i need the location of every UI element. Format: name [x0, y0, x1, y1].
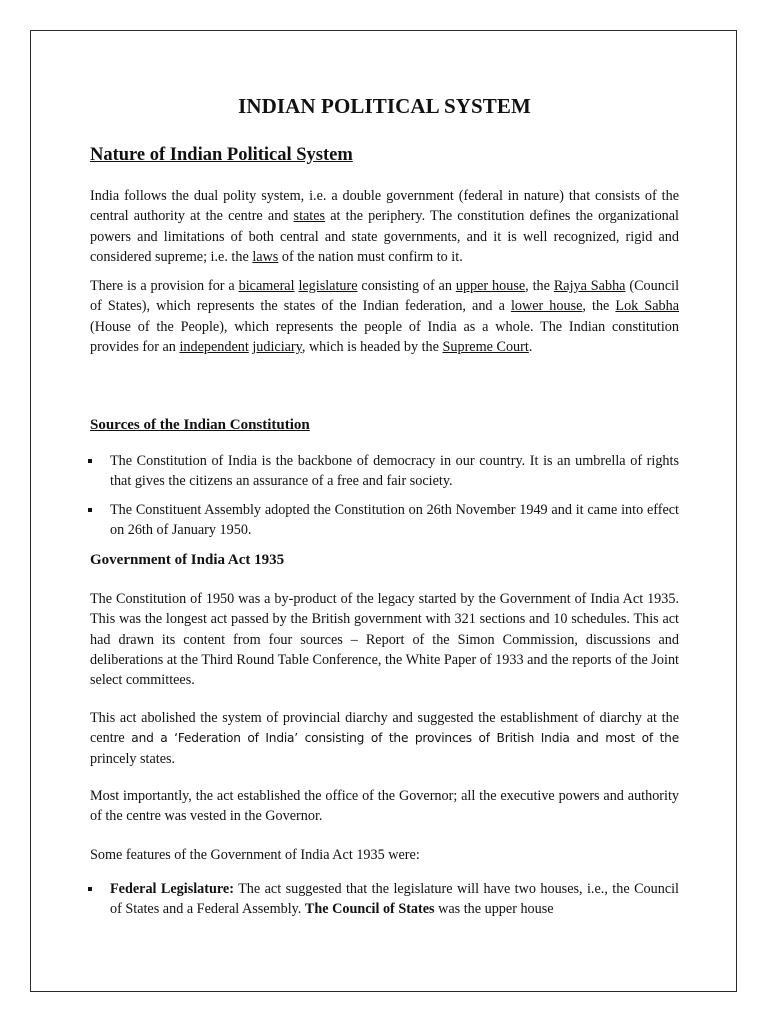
link-bicameral[interactable]: bicameral — [238, 278, 295, 294]
paragraph-diarchy: This act abolished the system of provincial diarchy and suggested the establishment of diarchy at the centre and a ‘Federation of India’ consisting of the provinces of British India and most of the princely states. — [90, 710, 679, 767]
link-legislature[interactable]: legislature — [298, 278, 358, 294]
bullet-icon — [88, 508, 92, 512]
list-item: The Constitution of India is the backbone of democracy in our country. It is an umbrella of rights that gives the citizens an assurance of a free and fair society. — [90, 451, 679, 492]
link-supreme-court[interactable]: Supreme Court — [442, 338, 529, 355]
section-heading-sources: Sources of the Indian Constitution — [90, 417, 310, 433]
section-heading-goi-act: Government of India Act 1935 — [90, 552, 285, 568]
paragraph-governor: Most importantly, the act established the office of the Governor; all the executive powers and authority of the centre was vested in the Governor. — [90, 788, 679, 825]
link-rajya-sabha[interactable]: Rajya Sabha — [553, 278, 626, 294]
document-title: INDIAN POLITICAL SYSTEM — [238, 94, 531, 118]
link-laws[interactable]: laws — [252, 248, 279, 265]
link-upper-house[interactable]: upper house — [455, 278, 526, 294]
paragraph-act-1935: The Constitution of 1950 was a by-product of the legacy started by the Government of India Act 1935. This was the longest act passed by the British government with 321 sections and 10 schedules. This act had drawn its content from four sources – Report of the Simon Commission, discussions and deliberations at the Third Round Table Conference, the White Paper of 1933 and the reports of the Joint select committees. — [90, 591, 679, 689]
link-states[interactable]: states — [293, 208, 326, 225]
features-bullet-list — [90, 879, 679, 920]
link-lower-house[interactable]: lower house — [510, 298, 583, 315]
bullet-icon — [88, 459, 92, 463]
link-judiciary[interactable]: judiciary — [252, 338, 302, 355]
paragraph-bicameral: There is a provision for a bicameral legislature consisting of an upper house, the Rajya Sabha (Council of States), which represents the states of the Indian federation, and a lower house, the Lok Sabha (House of the People), which represents the people of India as a whole. The Indian constitution provides for an independent judiciary, which is headed by the Supreme Court. — [90, 278, 680, 355]
list-item: Federal Legislature: The act suggested that the legislature will have two houses, i.e., the Council of States and a Federal Assembly. The Council of States was the upper house — [90, 879, 679, 920]
link-lok-sabha[interactable]: Lok Sabha — [615, 298, 679, 315]
section-heading-nature: Nature of Indian Political System — [90, 145, 353, 165]
bullet-icon — [88, 887, 92, 891]
paragraph-features-intro: Some features of the Government of India Act 1935 were: — [90, 847, 420, 863]
list-item: The Constituent Assembly adopted the Constitution on 26th November 1949 and it came into effect on 26th of January 1950. — [90, 500, 679, 541]
link-independent[interactable]: independent — [179, 338, 249, 355]
paragraph-dual-polity: India follows the dual polity system, i.e. a double government (federal in nature) that consists of the central authority at the centre and states at the periphery. The constitution defines the organizational powers and limitations of both central and state governments, and it is well recognized, rigid and considered supreme; i.e. the laws of the nation must confirm to it. — [90, 188, 679, 265]
sources-bullet-list — [90, 451, 679, 540]
